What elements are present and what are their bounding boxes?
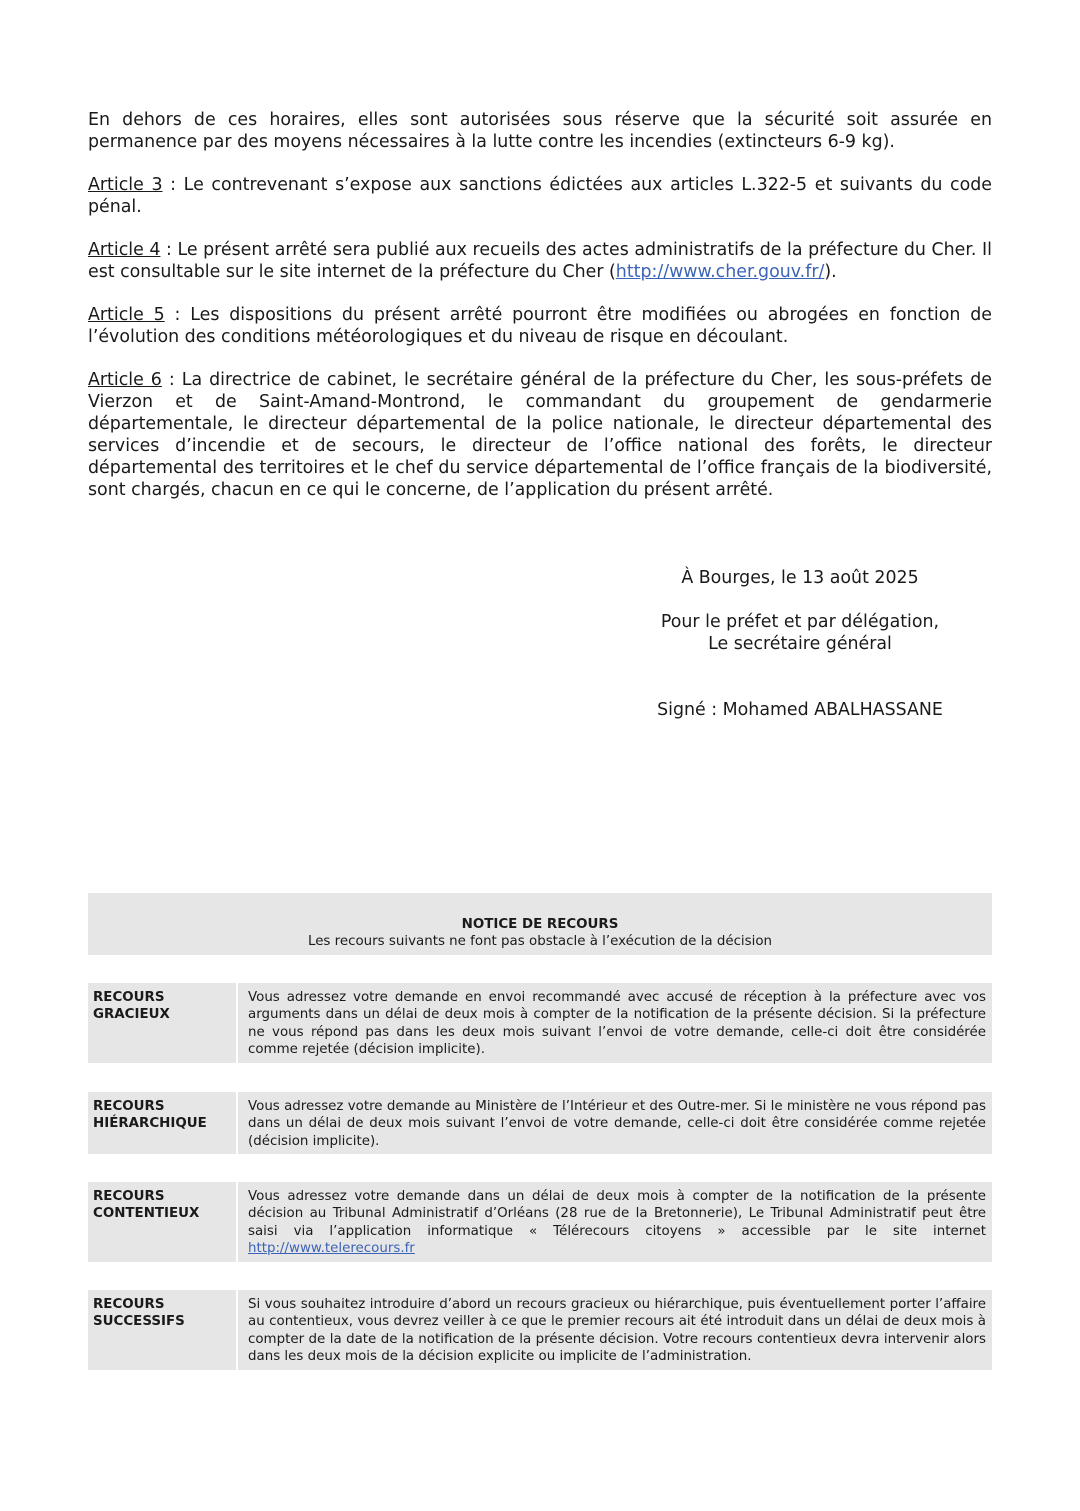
article-6-text: : La directrice de cabinet, le secrétaire général de la préfecture du Cher, les sous-préfets de Vierzon et de Saint-Amand-Montrond, le commandant du groupement de gendarmerie départementale, le directeur départemental de la police nationale, le directeur départemental des services d’incendie et de secours, le directeur de l’office national des forêts, le directeur départemental des territoires et le chef du service départemental de l’office français de la biodiversité, sont chargés, chacun en ce qui le concerne, de l’application du présent arrêté. — [88, 370, 992, 500]
article-3-text: : Le contrevenant s’expose aux sanctions édictées aux articles L.322-5 et suivants du code pénal. — [88, 175, 992, 217]
article-6 — [88, 369, 992, 501]
recours-text: Vous adressez votre demande en envoi recommandé avec accusé de réception à la préfecture avec vos arguments dans un délai de deux mois à compter de la notification de la présente décision. Si la préfecture ne vous répond pas dans les deux mois suivant l’envoi de votre demande, celle-ci doit être considérée comme rejetée (décision implicite). — [248, 990, 986, 1058]
recours-contentieux-text: Vous adressez votre demande dans un délai de deux mois à compter de la notification de la présente décision au Tribunal Administratif d’Orléans (28 rue de la Bretonnerie), Le Tribunal Administratif peut être saisi via l’application informatique « Télérecours citoyens » accessible par le site internet — [248, 1189, 986, 1239]
recours-hierarchique-row — [88, 1092, 992, 1154]
recours-label: RECOURS GRACIEUX — [88, 983, 238, 1063]
notice-title: NOTICE DE RECOURS — [461, 917, 619, 932]
recours-successifs-row — [88, 1290, 992, 1370]
article-6-label: Article 6 — [88, 370, 162, 390]
notice-header — [88, 893, 992, 955]
recours-text: Si vous souhaitez introduire d’abord un recours gracieux ou hiérarchique, puis éventuellement porter l’affaire au contentieux, vous devrez veiller à ce que le premier recours ait été introduit dans un délai de deux mois à compter de la date de la notification de la présente décision. Votre recours contentieux devra intervenir alors dans les deux mois de la décision explicite ou implicite de l’administration. — [248, 1297, 986, 1365]
article-5-label: Article 5 — [88, 305, 165, 325]
intro-paragraph: En dehors de ces horaires, elles sont autorisées sous réserve que la sécurité soit assurée en permanence par des moyens nécessaires à la lutte contre les incendies (extincteurs 6-9 kg). — [88, 110, 992, 152]
article-4-text: : Le présent arrêté sera publié aux recueils des actes administratifs de la préfecture du Cher. Il est consultable sur le site internet de la préfecture du Cher ( — [88, 240, 992, 282]
article-5-text: : Les dispositions du présent arrêté pourront être modifiées ou abrogées en fonction de l’évolution des conditions météorologiques et du niveau de risque en découlant. — [88, 305, 992, 347]
telerecours-link[interactable]: http://www.telerecours.fr — [248, 1241, 415, 1257]
document-body — [88, 109, 992, 522]
article-4-label: Article 4 — [88, 240, 161, 260]
signed-by: Signé : Mohamed ABALHASSANE — [657, 700, 943, 720]
place-date: À Bourges, le 13 août 2025 — [681, 568, 919, 588]
prefecture-link[interactable]: http://www.cher.gouv.fr/ — [615, 262, 825, 282]
signatory-role: Le secrétaire général — [708, 634, 892, 654]
article-3 — [88, 174, 992, 218]
recours-contentieux-row — [88, 1182, 992, 1262]
recours-gracieux-row — [88, 983, 992, 1063]
recours-text — [238, 1182, 992, 1262]
article-5 — [88, 304, 992, 348]
recours-label: RECOURS HIÉRARCHIQUE — [88, 1092, 238, 1154]
notice-subtitle: Les recours suivants ne font pas obstacle à l’exécution de la décision — [307, 934, 773, 949]
article-4 — [88, 239, 992, 283]
recours-text: Vous adressez votre demande au Ministère de l’Intérieur et des Outre-mer. Si le ministère ne vous répond pas dans un délai de deux mois suivant l’envoi de votre demande, celle-ci doit être considérée comme rejetée (décision implicite). — [248, 1099, 986, 1149]
article-4-after: ). — [824, 262, 837, 282]
recours-label: RECOURS CONTENTIEUX — [88, 1182, 238, 1262]
delegation-line: Pour le préfet et par délégation, — [660, 612, 940, 632]
recours-label: RECOURS SUCCESSIFS — [88, 1290, 238, 1370]
article-3-label: Article 3 — [88, 175, 163, 195]
